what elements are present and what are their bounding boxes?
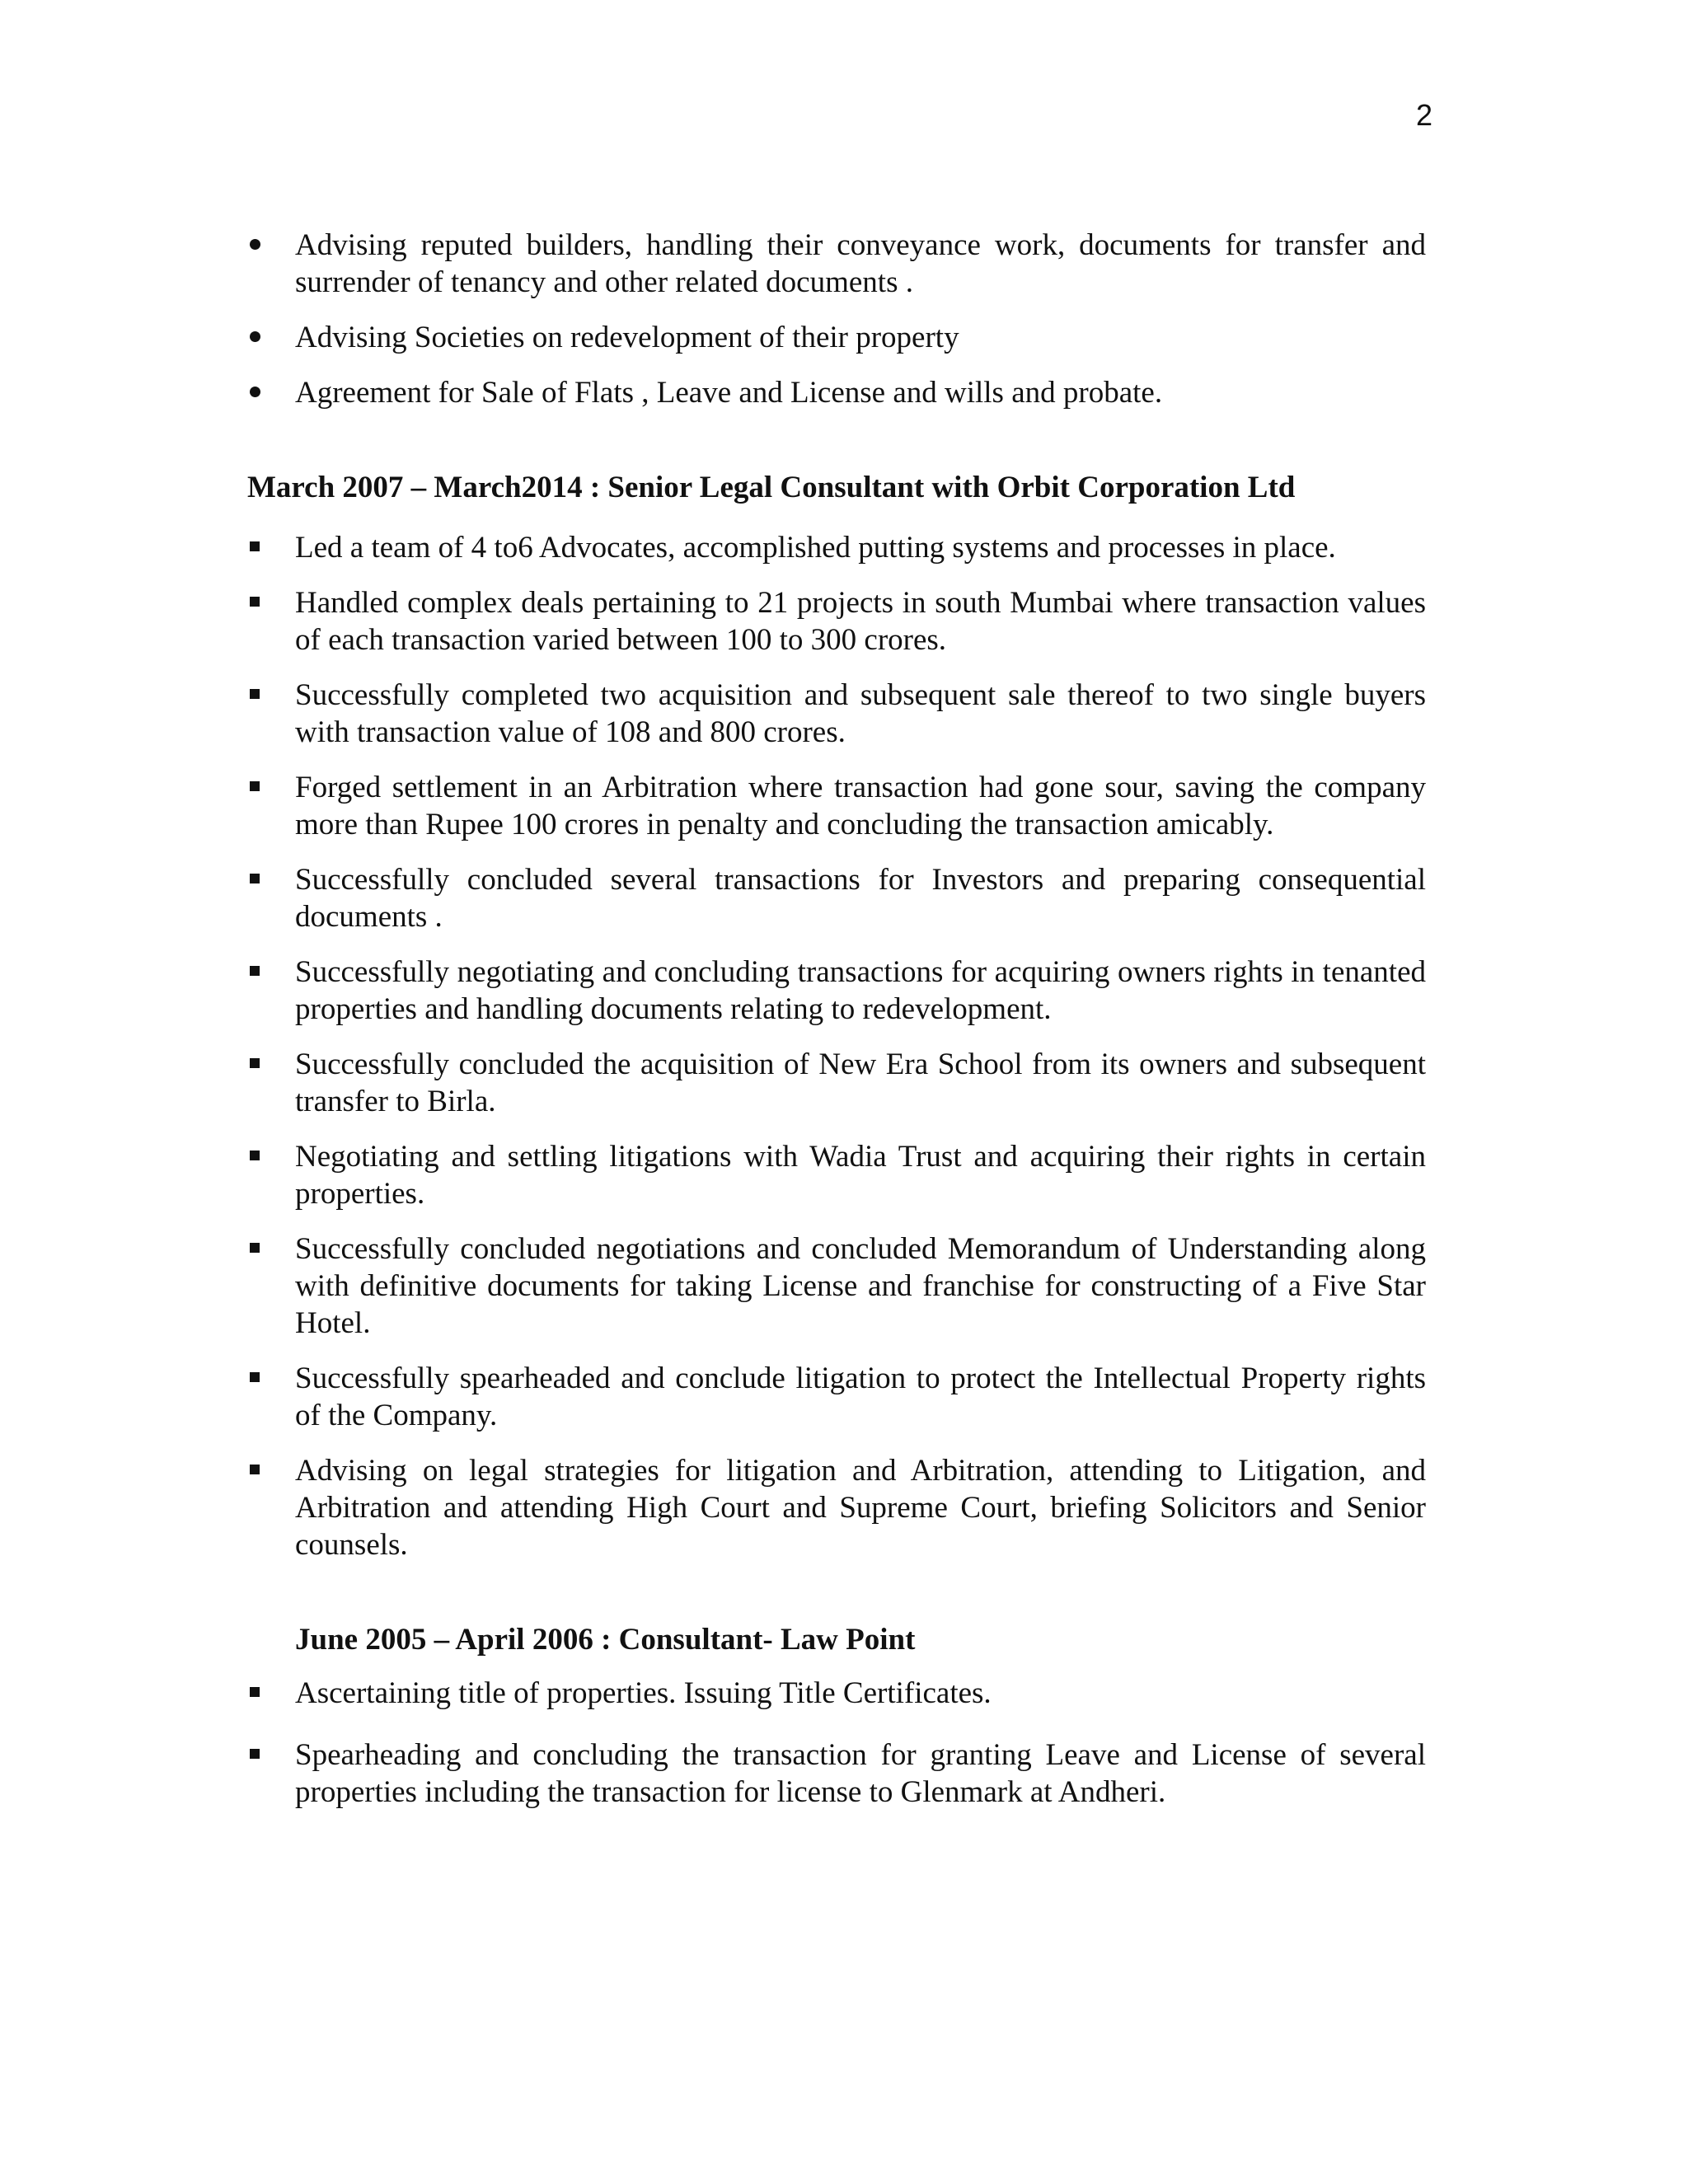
list-item-text: Agreement for Sale of Flats , Leave and License and wills and probate. [295, 376, 1163, 410]
square-bullet-icon [247, 584, 265, 621]
lawpoint-bullet-list [247, 1675, 1426, 1811]
square-bullet-icon [247, 1360, 265, 1397]
lawpoint-section-heading: June 2005 – April 2006 : Consultant- Law Point [295, 1623, 916, 1657]
square-bullet-icon [247, 769, 265, 806]
round-bullet-icon [247, 227, 265, 264]
list-item [247, 1360, 1426, 1434]
page-number: 2 [1415, 98, 1432, 132]
list-item [247, 529, 1426, 566]
square-bullet-icon [247, 1138, 265, 1175]
list-item [247, 954, 1426, 1028]
list-item-text: Handled complex deals pertaining to 21 projects in south Mumbai where transaction values of each transaction varied between 100 to 300 crores. [295, 586, 1426, 657]
list-item-text: Successfully concluded the acquisition of New Era School from its owners and subsequent transfer to Birla. [295, 1047, 1426, 1118]
list-item [247, 677, 1426, 751]
list-item-text: Advising Societies on redevelopment of their property [295, 321, 959, 354]
list-item [247, 1138, 1426, 1212]
list-item [247, 319, 1426, 356]
list-item-text: Advising reputed builders, handling their conveyance work, documents for transfer and surrender of tenancy and other related documents . [295, 228, 1426, 299]
list-item-text: Successfully negotiating and concluding transactions for acquiring owners rights in tenanted properties and handling documents relating to redevelopment. [295, 955, 1426, 1026]
list-item [247, 1736, 1426, 1811]
square-bullet-icon [247, 677, 265, 714]
intro-bullet-list [247, 227, 1426, 411]
list-item [247, 1230, 1426, 1342]
list-item [247, 861, 1426, 935]
square-bullet-icon [247, 1046, 265, 1083]
list-item [247, 227, 1426, 301]
list-item [247, 1675, 1426, 1712]
list-item-text: Spearheading and concluding the transaction for granting Leave and License of several properties including the transaction for license to Glenmark at Andheri. [295, 1738, 1426, 1809]
square-bullet-icon [247, 1736, 265, 1774]
square-bullet-icon [247, 529, 265, 566]
list-item [247, 1452, 1426, 1563]
list-item-text: Successfully concluded several transactions for Investors and preparing consequential documents . [295, 863, 1426, 934]
orbit-section-heading: March 2007 – March2014 : Senior Legal Consultant with Orbit Corporation Ltd [247, 471, 1296, 504]
list-item-text: Forged settlement in an Arbitration where transaction had gone sour, saving the company more than Rupee 100 crores in penalty and concluding the transaction amicably. [295, 771, 1426, 841]
list-item-text: Negotiating and settling litigations with Wadia Trust and acquiring their rights in certain properties. [295, 1140, 1426, 1211]
square-bullet-icon [247, 954, 265, 991]
round-bullet-icon [247, 319, 265, 356]
square-bullet-icon [247, 1452, 265, 1489]
list-item-text: Successfully concluded negotiations and concluded Memorandum of Understanding along with definitive documents for taking License and franchise for constructing of a Five Star Hotel. [295, 1232, 1426, 1340]
list-item-text: Ascertaining title of properties. Issuing Title Certificates. [295, 1676, 992, 1710]
list-item [247, 769, 1426, 843]
list-item-text: Successfully completed two acquisition and subsequent sale thereof to two single buyers with transaction value of 108 and 800 crores. [295, 678, 1426, 749]
list-item-text: Advising on legal strategies for litigation and Arbitration, attending to Litigation, and Arbitration and attending High Court and Supreme Court, briefing Solicitors and Senior counsels. [295, 1454, 1426, 1562]
list-item-text: Led a team of 4 to6 Advocates, accomplished putting systems and processes in place. [295, 531, 1336, 565]
square-bullet-icon [247, 861, 265, 898]
square-bullet-icon [247, 1230, 265, 1268]
list-item-text: Successfully spearheaded and conclude litigation to protect the Intellectual Property rights of the Company. [295, 1361, 1426, 1432]
square-bullet-icon [247, 1675, 265, 1712]
orbit-bullet-list [247, 529, 1426, 1563]
list-item [247, 1046, 1426, 1120]
list-item [247, 374, 1426, 411]
list-item [247, 584, 1426, 658]
resume-page-content [247, 227, 1426, 1835]
round-bullet-icon [247, 374, 265, 411]
